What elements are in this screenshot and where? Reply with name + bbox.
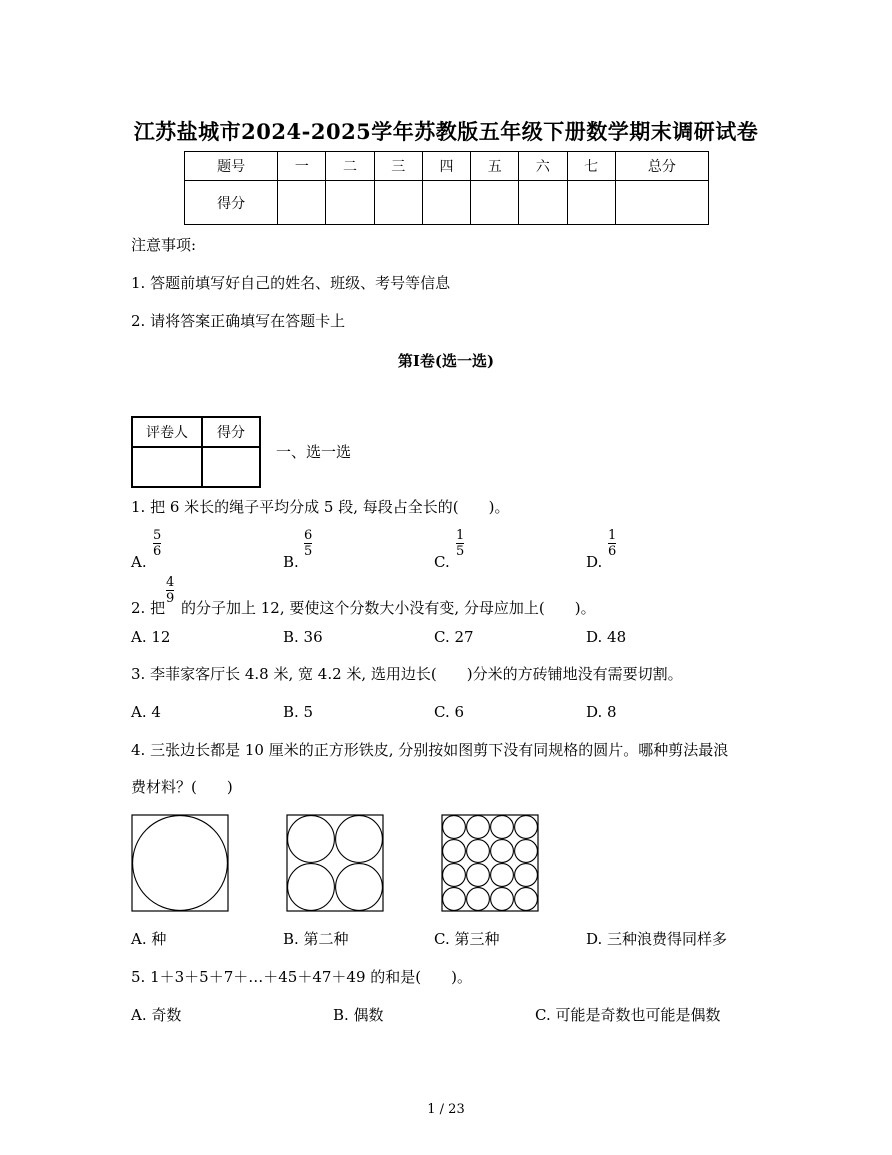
score-cell — [422, 181, 470, 225]
score-table-score-row — [185, 181, 709, 225]
score-table-header-cell: 一 — [278, 152, 326, 181]
score-cell — [278, 181, 326, 225]
fraction-numerator: 5 — [153, 528, 162, 543]
notes-heading: 注意事项: — [131, 236, 197, 254]
q1-option-b-fraction — [304, 528, 312, 559]
score-cell — [374, 181, 422, 225]
question-5-stem: 5. 1＋3＋5＋7＋…＋45＋47＋49 的和是( )。 — [131, 968, 472, 986]
figure-circle — [491, 816, 514, 839]
score-cell — [326, 181, 374, 225]
score-table-header-cell: 五 — [471, 152, 519, 181]
q5-option-a: A. 奇数 — [131, 1006, 182, 1024]
score-table-header-cell: 四 — [422, 152, 470, 181]
figure-circle — [443, 816, 466, 839]
score-table-header-cell: 二 — [326, 152, 374, 181]
question-3-stem: 3. 李菲家客厅长 4.8 米, 宽 4.2 米, 选用边长( )分米的方砖铺地没有需要切割。 — [131, 665, 683, 683]
q4-option-a: A. 种 — [131, 930, 167, 948]
grader-label: 评卷人 — [132, 417, 202, 447]
fraction-numerator: 4 — [166, 575, 175, 590]
q1-option-d-label: D. — [586, 553, 603, 571]
fraction-denominator: 6 — [608, 544, 617, 559]
score-table-header-row — [185, 152, 709, 181]
note-item: 1. 答题前填写好自己的姓名、班级、考号等信息 — [131, 274, 451, 292]
figure-circle — [515, 888, 538, 911]
figure-circle — [515, 816, 538, 839]
q4-option-b: B. 第二种 — [283, 930, 349, 948]
figure-circle — [288, 864, 335, 911]
q3-option-b: B. 5 — [283, 703, 314, 721]
score-table-header-cell: 题号 — [185, 152, 278, 181]
q1-option-d-fraction — [608, 528, 616, 559]
score-table-header-cell: 七 — [567, 152, 615, 181]
figure-circle — [467, 840, 490, 863]
q1-option-c-fraction — [456, 528, 464, 559]
q4-option-d: D. 三种浪费得同样多 — [586, 930, 728, 948]
figure-circle — [133, 816, 228, 911]
q2-option-c: C. 27 — [434, 628, 474, 646]
figure-circle — [491, 840, 514, 863]
q1-option-a-fraction — [153, 528, 161, 559]
q3-option-c: C. 6 — [434, 703, 465, 721]
figure-circle — [491, 864, 514, 887]
q3-option-a: A. 4 — [131, 703, 161, 721]
figure-square — [442, 815, 538, 911]
q3-option-d: D. 8 — [586, 703, 617, 721]
score-table-header-cell: 三 — [374, 152, 422, 181]
figure-circle — [491, 888, 514, 911]
grader-table — [131, 416, 261, 488]
fraction-numerator: 1 — [456, 528, 465, 543]
figure-circle — [336, 864, 383, 911]
score-table — [184, 151, 709, 225]
score-table-header-cell: 六 — [519, 152, 567, 181]
q4-option-c: C. 第三种 — [434, 930, 500, 948]
q5-option-b: B. 偶数 — [333, 1006, 384, 1024]
figure-circle — [467, 864, 490, 887]
figure-circle — [515, 840, 538, 863]
score-cell — [471, 181, 519, 225]
figure-circle — [336, 816, 383, 863]
figure-circle — [467, 816, 490, 839]
figure-circle — [467, 888, 490, 911]
fraction-denominator: 9 — [166, 591, 175, 606]
grader-score-label: 得分 — [202, 417, 260, 447]
figure-four-circles — [286, 814, 384, 912]
figure-circle — [443, 864, 466, 887]
question-1-stem: 1. 把 6 米长的绳子平均分成 5 段, 每段占全长的( )。 — [131, 498, 510, 516]
q1-option-a-label: A. — [131, 553, 147, 571]
score-table-row-label: 得分 — [185, 181, 278, 225]
note-item: 2. 请将答案正确填写在答题卡上 — [131, 312, 346, 330]
figure-circle — [288, 816, 335, 863]
document-title: 江苏盐城市2024-2025学年苏教版五年级下册数学期末调研试卷 — [133, 119, 759, 144]
figure-circle — [443, 840, 466, 863]
question-4-stem-line1: 4. 三张边长都是 10 厘米的正方形铁皮, 分别按如图剪下没有同规格的圆片。哪种剪法最浪 — [131, 741, 729, 759]
score-cell — [519, 181, 567, 225]
question-2-stem-prefix: 2. 把 — [131, 599, 166, 617]
q1-option-c-label: C. — [434, 553, 450, 571]
fraction-denominator: 5 — [304, 544, 313, 559]
fraction-denominator: 6 — [153, 544, 162, 559]
score-cell — [615, 181, 708, 225]
score-table-header-cell: 总分 — [615, 152, 708, 181]
fraction-denominator: 5 — [456, 544, 465, 559]
fraction-numerator: 1 — [608, 528, 617, 543]
figure-circle — [515, 864, 538, 887]
figure-sixteen-circles — [441, 814, 539, 912]
grader-score-cell — [202, 447, 260, 487]
figure-circle — [443, 888, 466, 911]
q2-option-a: A. 12 — [131, 628, 171, 646]
q5-option-c: C. 可能是奇数也可能是偶数 — [535, 1006, 721, 1024]
q2-option-d: D. 48 — [586, 628, 627, 646]
q1-option-b-label: B. — [283, 553, 299, 571]
page-number: 1 / 23 — [427, 1102, 465, 1117]
grader-cell — [132, 447, 202, 487]
score-cell — [567, 181, 615, 225]
question-2-stem-suffix: 的分子加上 12, 要使这个分数大小没有变, 分母应加上( )。 — [181, 599, 596, 617]
part-title: 一、选一选 — [276, 443, 352, 461]
q2-option-b: B. 36 — [283, 628, 323, 646]
question-4-stem-line2: 费材料？( ) — [131, 778, 233, 796]
figure-one-circle — [131, 814, 229, 912]
fraction-numerator: 6 — [304, 528, 313, 543]
figure-square — [287, 815, 383, 911]
question-2-fraction — [166, 575, 174, 606]
section-title: 第I卷(选一选) — [397, 352, 495, 370]
